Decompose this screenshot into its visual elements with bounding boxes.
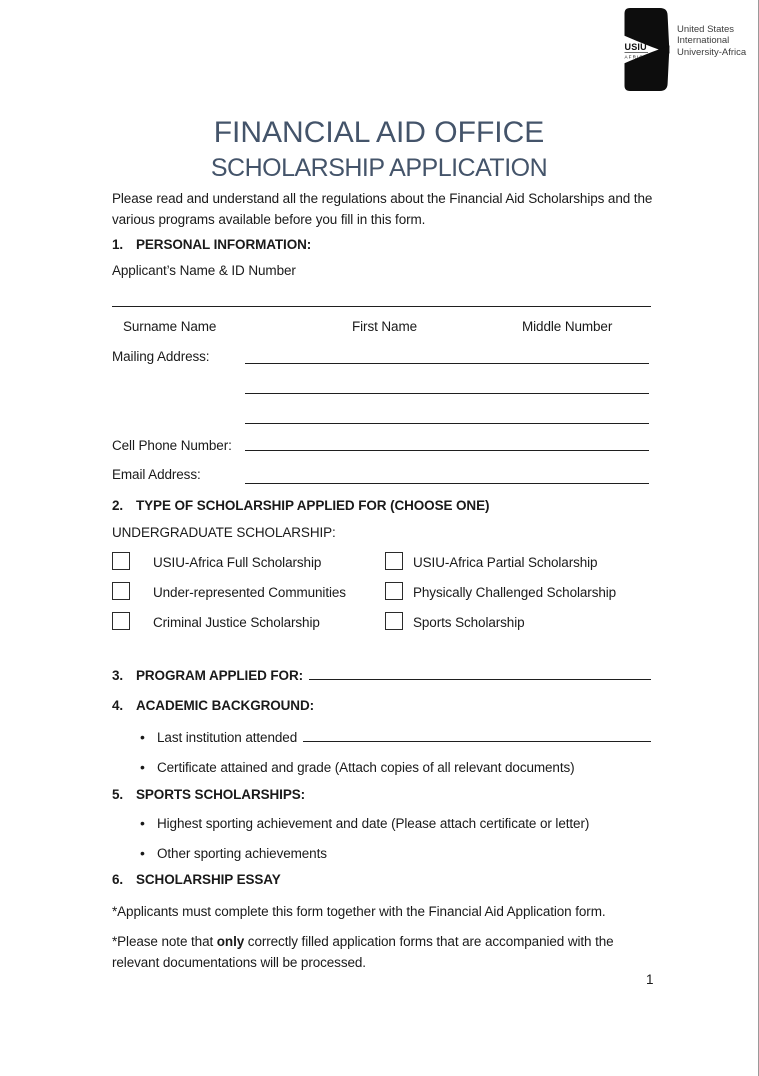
middle-name-sublabel: Middle Number bbox=[522, 319, 613, 334]
intro-line: various programs available before you fill in this form. bbox=[112, 212, 426, 227]
note-bold-word: only bbox=[216, 934, 245, 949]
form-title: FINANCIAL AID OFFICE bbox=[213, 116, 545, 149]
checkbox-label: USIU-Africa Partial Scholarship bbox=[413, 555, 598, 570]
section-heading-personal-information bbox=[112, 236, 311, 253]
university-name-line: International bbox=[677, 35, 730, 47]
intro-paragraph bbox=[112, 188, 752, 230]
checkbox-label: Criminal Justice Scholarship bbox=[153, 615, 320, 630]
program-applied-field[interactable] bbox=[309, 667, 651, 680]
section-title: TYPE OF SCHOLARSHIP APPLIED FOR (CHOOSE ONE) bbox=[136, 498, 490, 513]
mailing-address-field-1[interactable] bbox=[245, 349, 649, 364]
section-number: 5. bbox=[112, 787, 124, 802]
university-name bbox=[677, 24, 746, 58]
bullet-label: • Last institution attended bbox=[157, 730, 298, 745]
section-title: ACADEMIC BACKGROUND: bbox=[136, 698, 314, 713]
checkbox-physically-challenged-scholarship[interactable] bbox=[385, 582, 403, 600]
section-title: SPORTS SCHOLARSHIPS: bbox=[136, 787, 306, 802]
checkbox-usiu-africa-partial-scholarship[interactable] bbox=[385, 552, 403, 570]
checkbox-sports-scholarship[interactable] bbox=[385, 612, 403, 630]
checkbox-label: USIU-Africa Full Scholarship bbox=[153, 555, 322, 570]
surname-sublabel: Surname Name bbox=[123, 319, 217, 334]
bullet-label: • Highest sporting achievement and date (Please attach certificate or letter) bbox=[157, 816, 590, 831]
cell-phone-field[interactable] bbox=[245, 436, 649, 451]
section-number: 6. bbox=[112, 872, 124, 887]
bullet-highest-achievement bbox=[140, 815, 589, 832]
section-heading-program-applied bbox=[112, 667, 651, 684]
section-title: SCHOLARSHIP ESSAY bbox=[136, 872, 281, 887]
section-number: 4. bbox=[112, 698, 124, 713]
undergraduate-subheading: UNDERGRADUATE SCHOLARSHIP: bbox=[112, 525, 336, 540]
bullet-certificate bbox=[140, 759, 575, 776]
note-line: *Please note that only correctly filled application forms that are accompanied with the bbox=[112, 934, 614, 949]
logo-wordmark-sub: AFRICA bbox=[624, 54, 648, 60]
bullet-last-institution bbox=[140, 729, 651, 746]
intro-line: Please read and understand all the regulations about the Financial Aid Scholarships and the bbox=[112, 191, 653, 206]
mailing-address-field-2[interactable] bbox=[245, 379, 649, 394]
page-number: 1 bbox=[646, 972, 654, 987]
checkbox-under-represented-communities[interactable] bbox=[112, 582, 130, 600]
section-title: PROGRAM APPLIED FOR: bbox=[136, 668, 304, 683]
last-institution-field[interactable] bbox=[303, 729, 651, 742]
usiu-africa-logo-icon bbox=[623, 7, 672, 92]
applicant-name-label: Applicant’s Name & ID Number bbox=[112, 263, 296, 278]
email-field[interactable] bbox=[245, 469, 649, 484]
section-number: 3. bbox=[112, 668, 124, 683]
applicant-name-field[interactable] bbox=[112, 292, 651, 307]
section-heading-academic-background bbox=[112, 697, 314, 714]
university-name-line: University-Africa bbox=[677, 46, 747, 58]
checkbox-usiu-africa-full-scholarship[interactable] bbox=[112, 552, 130, 570]
section-heading-sports-scholarships bbox=[112, 786, 305, 803]
form-subtitle: SCHOLARSHIP APPLICATION bbox=[210, 154, 548, 182]
note-complete-form: *Applicants must complete this form together with the Financial Aid Application form. bbox=[112, 904, 606, 919]
mailing-address-field-3[interactable] bbox=[245, 409, 649, 424]
scholarship-option-row bbox=[112, 612, 652, 631]
bullet-label: • Other sporting achievements bbox=[157, 846, 327, 861]
scholarship-option-row bbox=[112, 552, 652, 571]
bullet-label: • Certificate attained and grade (Attach copies of all relevant documents) bbox=[157, 760, 575, 775]
logo-wordmark: USIU bbox=[624, 42, 647, 52]
first-name-sublabel: First Name bbox=[352, 319, 418, 334]
section-number: 2. bbox=[112, 498, 124, 513]
cell-phone-label: Cell Phone Number: bbox=[112, 438, 232, 453]
bullet-other-achievements bbox=[140, 845, 327, 862]
note-only-correct-forms bbox=[112, 931, 752, 973]
email-label: Email Address: bbox=[112, 467, 201, 482]
mailing-address-label: Mailing Address: bbox=[112, 349, 210, 364]
section-heading-scholarship-type bbox=[112, 497, 489, 514]
scholarship-option-row bbox=[112, 582, 652, 601]
section-title: PERSONAL INFORMATION: bbox=[136, 237, 312, 252]
section-heading-scholarship-essay bbox=[112, 871, 281, 888]
university-name-line: United States bbox=[677, 24, 735, 35]
checkbox-label: Under-represented Communities bbox=[153, 585, 346, 600]
section-number: 1. bbox=[112, 237, 124, 252]
checkbox-label: Physically Challenged Scholarship bbox=[413, 585, 617, 600]
checkbox-label: Sports Scholarship bbox=[413, 615, 525, 630]
note-line: relevant documentations will be processed. bbox=[112, 955, 366, 970]
checkbox-criminal-justice-scholarship[interactable] bbox=[112, 612, 130, 630]
